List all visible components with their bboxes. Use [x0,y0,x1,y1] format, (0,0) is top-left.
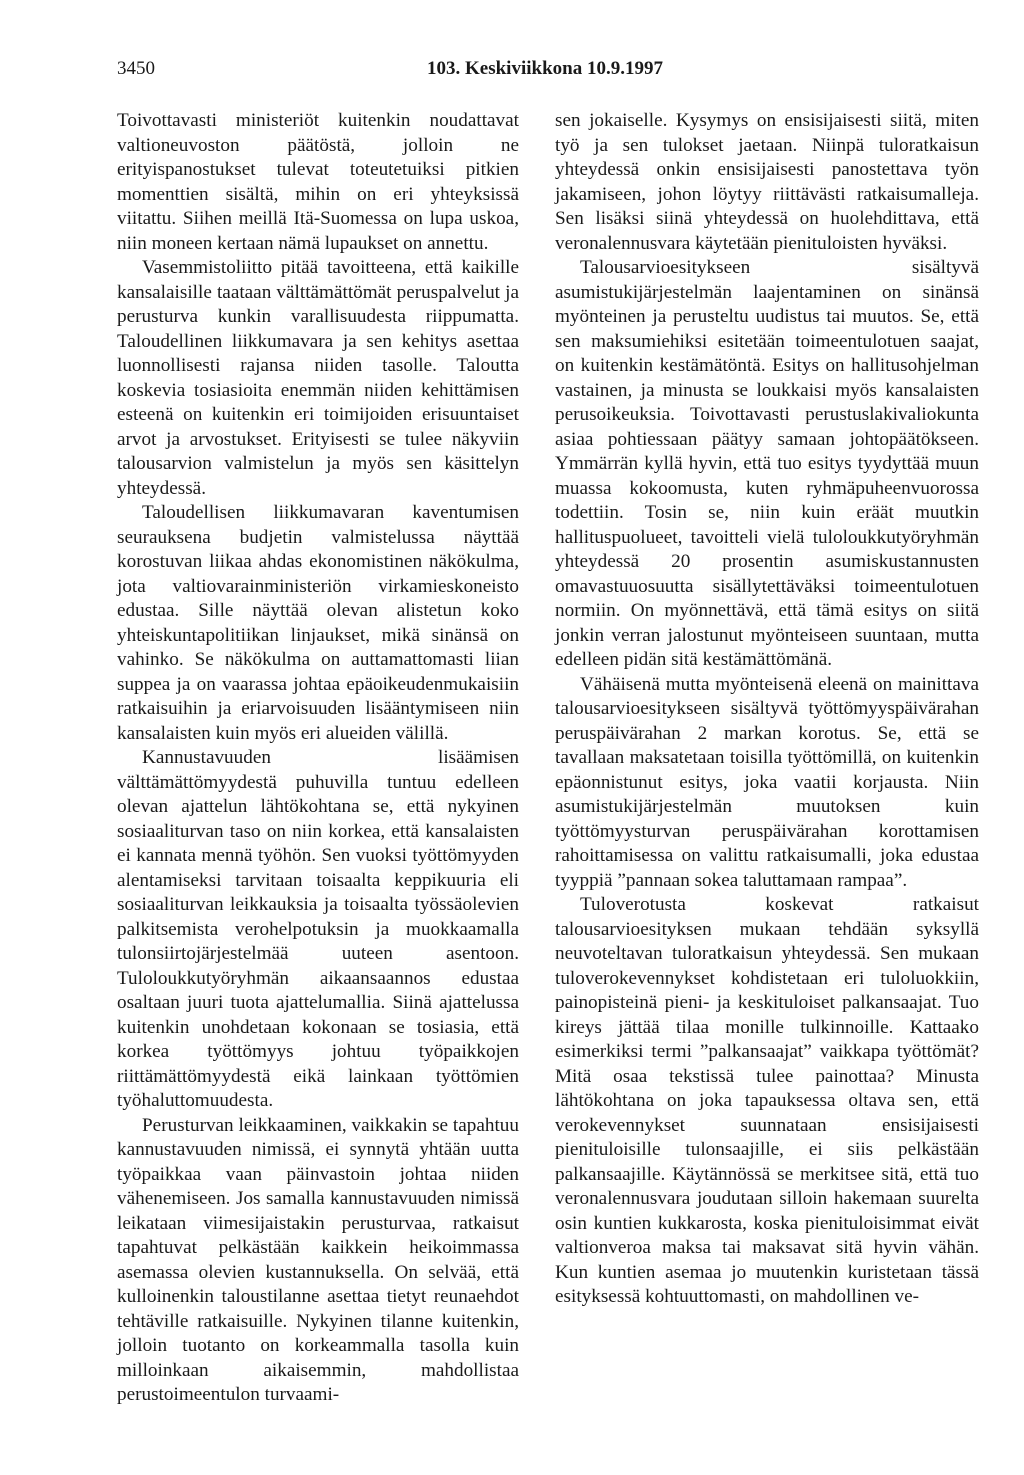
paragraph: Kannustavuuden lisäämisen välttämättömyydestä puhuvilla tuntuu edelleen olevan ajattelun lähtökohtana se, että nykyinen sosiaaliturvan taso on niin korkea, että kansalaisten ei kannata mennä työhön. Sen vuoksi työttömyyden alentamiseksi tarvitaan toisaalta keppikuuria eli sosiaaliturvan leikkauksia ja toisaalta työssäolevien palkitsemista verohelpotuksin ja muokkaamalla tulonsiirtojärjestelmää uuteen asentoon. Tuloloukkutyöryhmän aikaansaannos edustaa osaltaan juuri tuota ajattelumallia. Siinä ajattelussa kuitenkin unohdetaan kokonaan se tosiasia, että korkea työttömyys johtuu työpaikkojen riittämättömyydestä eikä lainkaan työttömien työhaluttomuudesta. [117,747,519,1111]
issue-title: 103. Keskiviikkona 10.9.1997 [427,58,663,79]
paragraph: Tuloverotusta koskevat ratkaisut talousarvioesityksen mukaan tehdään syksyllä neuvoteltavan tuloratkaisun yhteydessä. Sen mukaan tuloverokevennykset kohdistetaan eri tuloluokkiin, painopisteinä pieni- ja keskituloiset palkansaajat. Tuo kireys jättää tilaa monille tulkinnoille. Kattaako esimerkiksi termi ”palkansaajat” vaikkapa työttömät? Mitä osaa tekstissä tulee painottaa? Minusta lähtökohtana on joka tapauksessa oltava sen, että verokevennykset suunnataan ensisijaisesti pienituloisille tulonsaajille, ei siis pelkästään palkansaajille. Käytännössä se merkitsee sitä, että tuo veronalennusvara joudutaan silloin hakemaan suurelta osin kuntien kukkarosta, koska pienituloisimmat eivät valtionveroa maksa tai maksavat sitä hyvin vähän. Kun kuntien asemaa jo muutenkin kuristetaan tässä esityksessä kohtuuttomasti, on mahdollinen ve- [555,894,979,1307]
page-header [117,58,979,88]
paragraph: Toivottavasti ministeriöt kuitenkin noudattavat valtioneuvoston päätöstä, jolloin ne erityispanostukset tulevat toteutetuiksi pitkien momenttien sisältä, mihin on eri yhteyksissä viitattu. Siihen meillä Itä-Suomessa on lupa uskoa, niin moneen kertaan nämä lupaukset on annettu. [117,110,519,254]
left-column [117,109,519,1408]
paragraph: Talousarvioesitykseen sisältyvä asumistukijärjestelmän laajentaminen on sinänsä myönteinen ja perusteltu uudistus tai muutos. Se, että sen maksumiehiksi esitetään toimeentulotuen saajat, on kuitenkin kestämätöntä. Esitys on hallitusohjelman vastainen, ja minusta se loukkaisi myös kansalaisten perusoikeuksia. Toivottavasti perustuslakivaliokunta asiaa pohtiessaan päätyy samaan johtopäätökseen. Ymmärrän kyllä hyvin, että tuo esitys tyydyttää muun muassa kokoomusta, kuten ryhmäpuheenvuorossa todettiin. Tosin se, niin kuin eräät muutkin hallituspuolueet, tavoitteli vielä tuloloukkutyöryhmän yhteydessä 20 prosentin asumiskustannusten omavastuuosuutta sisällytettäväksi toimeentulotuen normiin. On myönnettävä, että tämä esitys on siitä jonkin verran jalostunut myönteiseen suuntaan, mutta edelleen pidän sitä kestämättömänä. [555,257,979,670]
paragraph: Vasemmistoliitto pitää tavoitteena, että kaikille kansalaisille taataan välttämättömät peruspalvelut ja perusturva kunkin varallisuudesta riippumatta. Taloudellinen liikkumavara ja sen kehitys asettaa luonnollisesti rajansa niiden tasolle. Taloutta koskevia tosiasioita enemmän niiden kehittämisen esteenä on kuitenkin eri toimijoiden erisuuntaiset arvot ja arvostukset. Erityisesti se tulee näkyviin talousarvion valmistelun ja myös sen käsittelyn yhteydessä. [117,257,519,499]
paragraph: sen jokaiselle. Kysymys on ensisijaisesti siitä, miten työ ja sen tulokset jaetaan. Niinpä tuloratkaisun yhteydessä onkin ensisijaisesti panostettava työn jakamiseen, johon löytyy riittävästi ratkaisumalleja. Sen lisäksi siinä yhteydessä on huolehdittava, että veronalennusvara käytetään pienituloisten hyväksi. [555,110,979,254]
paragraph: Perusturvan leikkaaminen, vaikkakin se tapahtuu kannustavuuden nimissä, ei synnytä yhtään uutta työpaikkaa vaan päinvastoin johtaa niiden vähenemiseen. Jos samalla kannustavuuden nimissä leikataan viimesijaistakin perusturvaa, ratkaisut tapahtuvat pelkästään kaikkein heikoimmassa asemassa olevien kustannuksella. On selvää, että kulloinenkin taloustilanne asettaa tietyt reunaehdot tehtäville ratkaisuille. Nykyinen tilanne kuitenkin, jolloin tuotanto on korkeammalla tasolla kuin milloinkaan aikaisemmin, mahdollistaa perustoimeentulon turvaami- [117,1114,519,1405]
paragraph: Vähäisenä mutta myönteisenä eleenä on mainittava talousarvioesitykseen sisältyvä työttömyyspäivärahan peruspäivärahan 2 markan korotus. Se, että se tavallaan maksatetaan toisilla työttömillä, on kuitenkin epäonnistunut esitys, joka vaatii korjausta. Niin asumistukijärjestelmän muutoksen kuin työttömyysturvan peruspäivärahan korottamisen rahoittamisessa on valittu ratkaisumalli, joka edustaa tyyppiä ”pannaan sokea taluttamaan rampaa”. [555,673,979,891]
page-number: 3450 [117,58,155,79]
right-column [555,109,979,1310]
paragraph: Taloudellisen liikkumavaran kaventumisen seurauksena budjetin valmistelussa näyttää korostuvan liikaa ahdas ekonomistinen näkökulma, jota valtiovarainministeriön virkamieskoneisto edustaa. Sille näyttää olevan alistetun koko yhteiskuntapolitiikan linjaukset, mikä sinänsä on vahinko. Se näkökulma on auttamattomasti liian suppea ja on vaarassa johtaa epäoikeudenmukaisiin ratkaisuihin ja eriarvoisuuden lisääntymiseen niin kansalaisten kuin myös eri alueiden välillä. [117,502,519,744]
